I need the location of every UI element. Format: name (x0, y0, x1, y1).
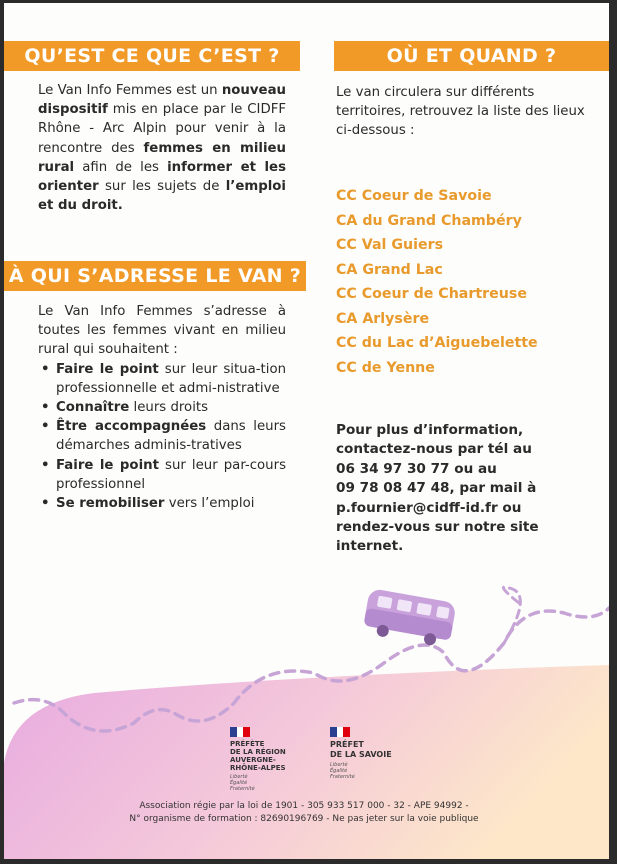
place-item: CC Coeur de Chartreuse (336, 286, 527, 302)
contact-line: rendez-vous sur notre site (336, 519, 539, 536)
logo-region-motto (230, 774, 286, 792)
logo-prefecture-savoie (330, 727, 392, 780)
paragraph-text: Le Van Info Femmes est un (38, 83, 222, 98)
contact-line: p.fournier@cidff-id.fr ou (336, 499, 522, 516)
legal-footer-line-2: N° organisme de formation : 82690196769 - Ne pas jeter sur la voie publique (129, 814, 479, 824)
paragraph-text: afin de les (74, 159, 168, 175)
bullet-bold-text: Faire le point (56, 457, 159, 473)
bullet-rest-text: leurs droits (129, 400, 209, 416)
contact-line: contactez-nous par tél au (336, 441, 532, 458)
motto-line: Fraternité (330, 774, 355, 780)
section-who-intro: Le Van Info Femmes s’adresse à toutes les femmes vivant en milieu rural qui souhaitent : (38, 304, 286, 358)
bullet-rest-text: dans leurs démarches adminis-tratives (56, 419, 286, 454)
bullet-rest-text: sur leur par-cours professionnel (56, 457, 286, 492)
place-item: CC Coeur de Savoie (336, 188, 492, 204)
bullet-bold-text: Connaître (56, 400, 130, 416)
motto-line: Égalité (230, 780, 248, 786)
contact-line: internet. (336, 538, 404, 555)
bullet-bold-text: Se remobiliser (56, 496, 165, 512)
bullet-bold-text: Être accompagnées (56, 419, 207, 435)
emphasis-text: informer et les orienter (38, 159, 286, 195)
dashed-route-branch (503, 587, 520, 643)
motto-line: Liberté (230, 774, 248, 780)
logo-savoie-line-1: PRÉFET (330, 740, 364, 749)
paragraph-text: sur les sujets de (98, 179, 226, 195)
bullet-rest-text: sur leur situa-tion professionnelle et admi-nistrative (56, 361, 287, 396)
section-title-where-text: OÙ ET QUAND ? (386, 45, 557, 67)
van-icon (362, 588, 457, 649)
bottom-gradient-shape (4, 665, 609, 859)
logo-region-line-3: AUVERGNE- (230, 756, 276, 764)
motto-line: Égalité (330, 768, 348, 774)
logo-region-line-2: DE LA RÉGION (230, 748, 286, 756)
place-item: CA Arlysère (336, 310, 430, 327)
emphasis-text: femmes en milieu rural (38, 140, 286, 175)
decor-illustration (4, 3, 609, 859)
contact-line: 09 78 08 47 48, par mail à (336, 480, 537, 497)
motto-line: Liberté (330, 762, 348, 768)
french-flag-icon (330, 727, 350, 737)
place-item: CA Grand Lac (336, 261, 443, 278)
bullet-bold-text: Faire le point (56, 361, 159, 377)
legal-footer (104, 800, 504, 826)
section-where-intro: Le van circulera sur différents territoires, retrouvez la liste des lieux ci-dessous : (336, 85, 585, 139)
place-item: CC Val Guiers (336, 237, 444, 253)
contact-line: Pour plus d’information, (336, 422, 524, 438)
place-item: CA du Grand Chambéry (336, 212, 522, 229)
contact-line: 06 34 97 30 77 ou au (336, 460, 497, 477)
place-item: CC de Yenne (336, 359, 435, 376)
logo-savoie-line-2: DE LA SAVOIE (330, 750, 392, 759)
french-flag-icon (230, 727, 250, 737)
logo-prefecture-region (230, 727, 286, 792)
bullet-rest-text: vers l’emploi (164, 496, 255, 512)
paragraph-text: mis en place par le CIDFF Rhône - Arc Alpin pour venir à la rencontre des (38, 102, 286, 156)
section-title-who-text: À QUI S’ADRESSE LE VAN ? (8, 265, 302, 287)
legal-footer-line-1: Association régie par la loi de 1901 - 305 933 517 000 - 32 - APE 94992 - (139, 801, 469, 811)
emphasis-text: nouveau dispositif (38, 83, 287, 118)
place-item: CC du Lac d’Aiguebelette (336, 335, 538, 351)
emphasis-text: l’emploi et du droit. (38, 179, 286, 214)
motto-line: Fraternité (230, 786, 255, 792)
logo-savoie-motto (330, 762, 392, 780)
logo-region-line-1: PRÉFÈTE (230, 740, 265, 748)
flyer-page (4, 3, 609, 859)
logo-region-line-4: RHÔNE-ALPES (230, 764, 286, 772)
section-title-what-text: QU’EST CE QUE C’EST ? (24, 45, 280, 67)
